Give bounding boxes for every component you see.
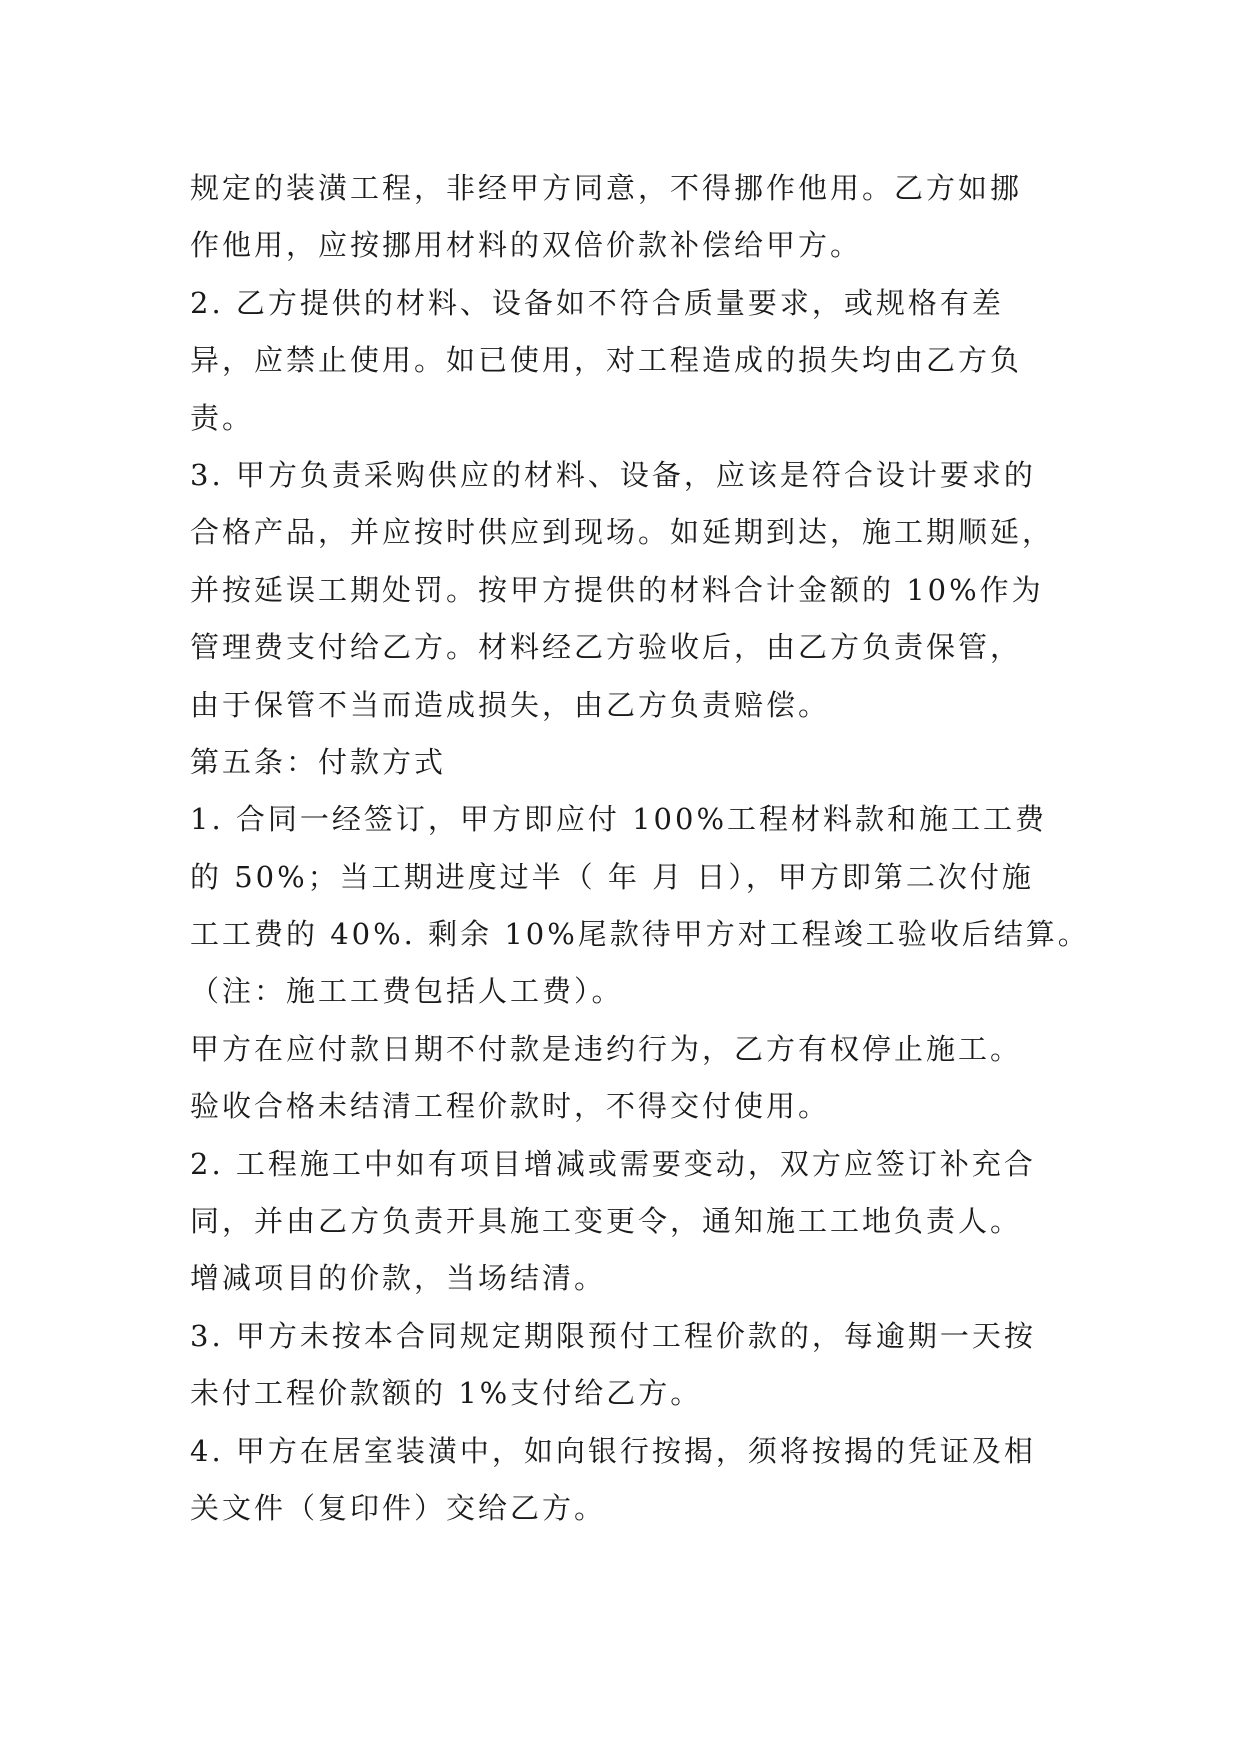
text-line: 作他用，应按挪用材料的双倍价款补偿给甲方。: [190, 228, 863, 263]
text-line: 异，应禁止使用。如已使用，对工程造成的损失均由乙方负: [190, 343, 1023, 378]
text-line: 规定的装潢工程，非经甲方同意，不得挪作他用。乙方如挪: [190, 171, 1023, 205]
text-line: 关文件（复印件）交给乙方。: [190, 1490, 607, 1525]
text-line: 管理费支付给乙方。材料经乙方验收后，由乙方负责保管，: [190, 630, 1023, 665]
text-line: （注：施工工费包括人工费）。: [190, 974, 624, 1009]
text-line: 2. 工程施工中如有项目增减或需要变动，双方应签订补充合: [190, 1146, 1036, 1181]
text-line: 2. 乙方提供的材料、设备如不符合质量要求，或规格有差: [190, 285, 1004, 320]
text-line: 工工费的 40%. 剩余 10%尾款待甲方对工程竣工验收后结算。: [190, 917, 1090, 952]
text-line: 4. 甲方在居室装潢中，如向银行按揭，须将按揭的凭证及相: [190, 1433, 1036, 1468]
text-line: 的 50%；当工期进度过半（ 年 月 日），甲方即第二次付施: [190, 859, 1034, 894]
text-line: 甲方在应付款日期不付款是违约行为，乙方有权停止施工。: [190, 1031, 1023, 1066]
text-line: 合格产品，并应按时供应到现场。如延期到达，施工期顺延，: [190, 515, 1055, 550]
text-line: 并按延误工期处罚。按甲方提供的材料合计金额的 10%作为: [190, 572, 1044, 607]
text-line: 责。: [190, 400, 255, 435]
section-heading: 第五条：付款方式: [190, 744, 447, 779]
document-body: [190, 160, 1090, 1537]
text-line: 由于保管不当而造成损失，由乙方负责赔偿。: [190, 687, 831, 722]
text-line: 未付工程价款额的 1%支付给乙方。: [190, 1376, 703, 1411]
text-line: 3. 甲方未按本合同规定期限预付工程价款的，每逾期一天按: [190, 1318, 1036, 1353]
text-line: 增减项目的价款，当场结清。: [190, 1261, 607, 1296]
text-line: 3. 甲方负责采购供应的材料、设备，应该是符合设计要求的: [190, 457, 1036, 492]
text-line: 验收合格未结清工程价款时，不得交付使用。: [190, 1089, 831, 1124]
text-line: 同，并由乙方负责开具施工变更令，通知施工工地负责人。: [190, 1204, 1023, 1239]
text-line: 1. 合同一经签订，甲方即应付 100%工程材料款和施工工费: [190, 802, 1048, 837]
